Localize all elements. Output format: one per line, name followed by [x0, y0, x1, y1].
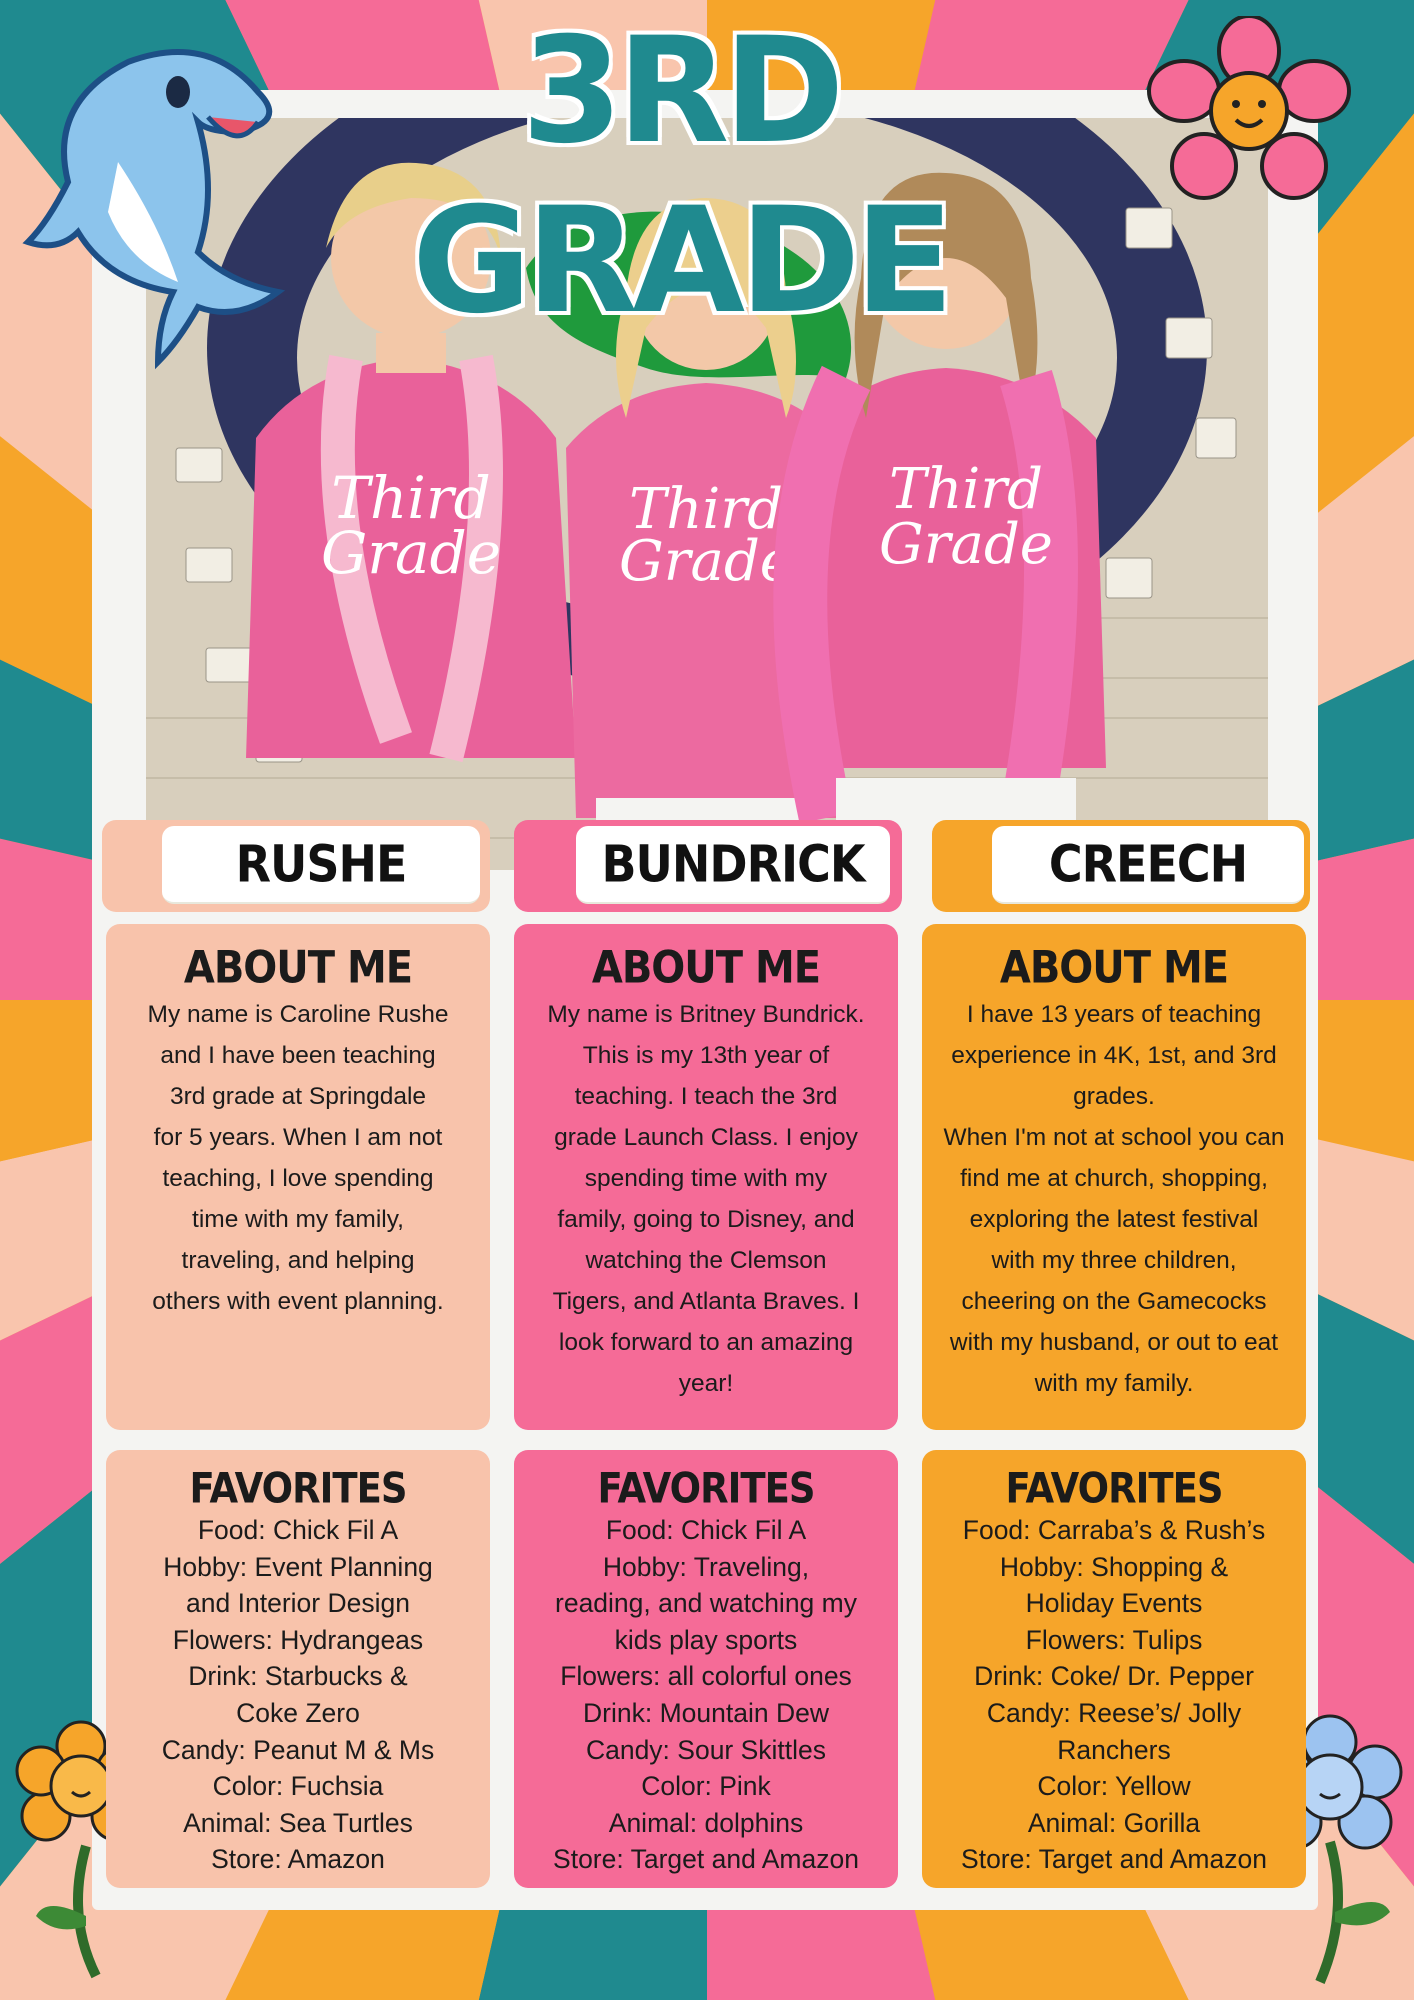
teacher-name: BUNDRICK: [601, 834, 865, 894]
text-line: Store: Target and Amazon: [961, 1844, 1267, 1875]
about-card-rushe: [106, 924, 490, 1430]
text-line: My name is Caroline Rushe: [147, 1001, 449, 1028]
text-line: Flowers: all colorful ones: [560, 1661, 852, 1692]
text-line: Color: Pink: [641, 1771, 771, 1802]
text-line: When I'm not at school you can: [943, 1124, 1285, 1151]
text-line: This is my 13th year of: [582, 1042, 830, 1069]
text-line: with my three children,: [991, 1247, 1237, 1274]
smiling-flower-icon: [1144, 16, 1354, 206]
text-line: kids play sports: [614, 1624, 798, 1655]
text-line: time with my family,: [192, 1206, 404, 1233]
text-line: traveling, and helping: [181, 1247, 415, 1274]
text-line: for 5 years. When I am not: [153, 1124, 443, 1151]
text-line: Drink: Coke/ Dr. Pepper: [974, 1661, 1254, 1692]
text-line: look forward to an amazing: [558, 1329, 854, 1356]
text-line: Store: Amazon: [211, 1844, 385, 1875]
about-text: [122, 994, 474, 1322]
text-line: with my family.: [1034, 1370, 1194, 1397]
text-line: and Interior Design: [186, 1588, 410, 1619]
name-tab-creech: [932, 820, 1310, 912]
text-line: Hobby: Event Planning: [163, 1551, 433, 1582]
svg-text:Third: Third: [629, 477, 783, 542]
favorites-list: [114, 1512, 482, 1878]
text-line: Candy: Reese’s/ Jolly: [986, 1697, 1242, 1728]
text-line: Tigers, and Atlanta Braves. I: [552, 1288, 860, 1315]
text-line: Hobby: Traveling,: [602, 1551, 810, 1582]
page-title: 3RD GRADE: [411, 6, 949, 346]
text-line: Candy: Peanut M & Ms: [161, 1734, 435, 1765]
text-line: Animal: Sea Turtles: [183, 1807, 413, 1838]
favorites-heading: FAVORITES: [1005, 1464, 1223, 1513]
text-line: Holiday Events: [1025, 1588, 1203, 1619]
about-text: [530, 994, 882, 1404]
favorites-card-bundrick: [514, 1450, 898, 1888]
favorites-heading: FAVORITES: [189, 1464, 407, 1513]
favorites-list: [518, 1512, 894, 1878]
text-line: Store: Target and Amazon: [553, 1844, 859, 1875]
text-line: Food: Chick Fil A: [605, 1515, 807, 1545]
text-line: find me at church, shopping,: [960, 1165, 1268, 1192]
text-line: 3rd grade at Springdale: [169, 1083, 427, 1110]
about-card-bundrick: [514, 924, 898, 1430]
text-line: exploring the latest festival: [969, 1206, 1259, 1233]
text-line: reading, and watching my: [555, 1588, 857, 1619]
text-line: Food: Carraba’s & Rush’s: [962, 1515, 1266, 1545]
text-line: Flowers: Hydrangeas: [172, 1624, 424, 1655]
name-tab-bundrick: [514, 820, 902, 912]
text-line: Food: Chick Fil A: [197, 1515, 399, 1545]
text-line: and I have been teaching: [160, 1042, 436, 1069]
about-card-creech: [922, 924, 1306, 1430]
about-heading: ABOUT ME: [183, 942, 413, 994]
text-line: Color: Fuchsia: [212, 1771, 384, 1802]
svg-text:Grade: Grade: [619, 529, 793, 594]
teacher-name: RUSHE: [235, 834, 407, 894]
text-line: I have 13 years of teaching: [966, 1001, 1262, 1028]
text-line: year!: [678, 1370, 734, 1397]
svg-text:Grade: Grade: [879, 512, 1053, 577]
favorites-card-creech: [922, 1450, 1306, 1888]
text-line: teaching. I teach the 3rd: [574, 1083, 838, 1110]
svg-text:Third: Third: [889, 457, 1043, 522]
text-line: My name is Britney Bundrick.: [547, 1001, 865, 1028]
text-line: others with event planning.: [152, 1288, 444, 1315]
text-line: Candy: Sour Skittles: [585, 1734, 827, 1765]
text-line: Animal: dolphins: [608, 1807, 804, 1838]
text-line: grade Launch Class. I enjoy: [554, 1124, 858, 1151]
about-text: [928, 994, 1300, 1404]
text-line: Drink: Mountain Dew: [583, 1697, 829, 1728]
text-line: Animal: Gorilla: [1027, 1807, 1201, 1838]
text-line: cheering on the Gamecocks: [961, 1288, 1267, 1315]
favorites-card-rushe: [106, 1450, 490, 1888]
dolphin-icon: [8, 22, 298, 372]
favorites-heading: FAVORITES: [597, 1464, 815, 1513]
text-line: Flowers: Tulips: [1025, 1624, 1203, 1655]
text-line: teaching, I love spending: [162, 1165, 434, 1192]
text-line: Color: Yellow: [1037, 1771, 1191, 1802]
about-heading: ABOUT ME: [591, 942, 821, 994]
text-line: Drink: Starbucks &: [188, 1661, 408, 1692]
text-line: spending time with my: [584, 1165, 828, 1192]
about-heading: ABOUT ME: [999, 942, 1229, 994]
text-line: grades.: [1073, 1083, 1155, 1110]
text-line: Coke Zero: [236, 1697, 360, 1728]
text-line: Ranchers: [1057, 1734, 1171, 1765]
text-line: experience in 4K, 1st, and 3rd: [951, 1042, 1277, 1069]
favorites-list: [926, 1512, 1302, 1878]
svg-text:Third: Third: [331, 464, 491, 532]
text-line: family, going to Disney, and: [557, 1206, 855, 1233]
text-line: watching the Clemson: [585, 1247, 827, 1274]
name-tab-rushe: [102, 820, 490, 912]
text-line: with my husband, or out to eat: [949, 1329, 1279, 1356]
svg-text:Grade: Grade: [320, 519, 502, 587]
text-line: Hobby: Shopping &: [999, 1551, 1229, 1582]
teacher-name: CREECH: [1048, 834, 1248, 894]
